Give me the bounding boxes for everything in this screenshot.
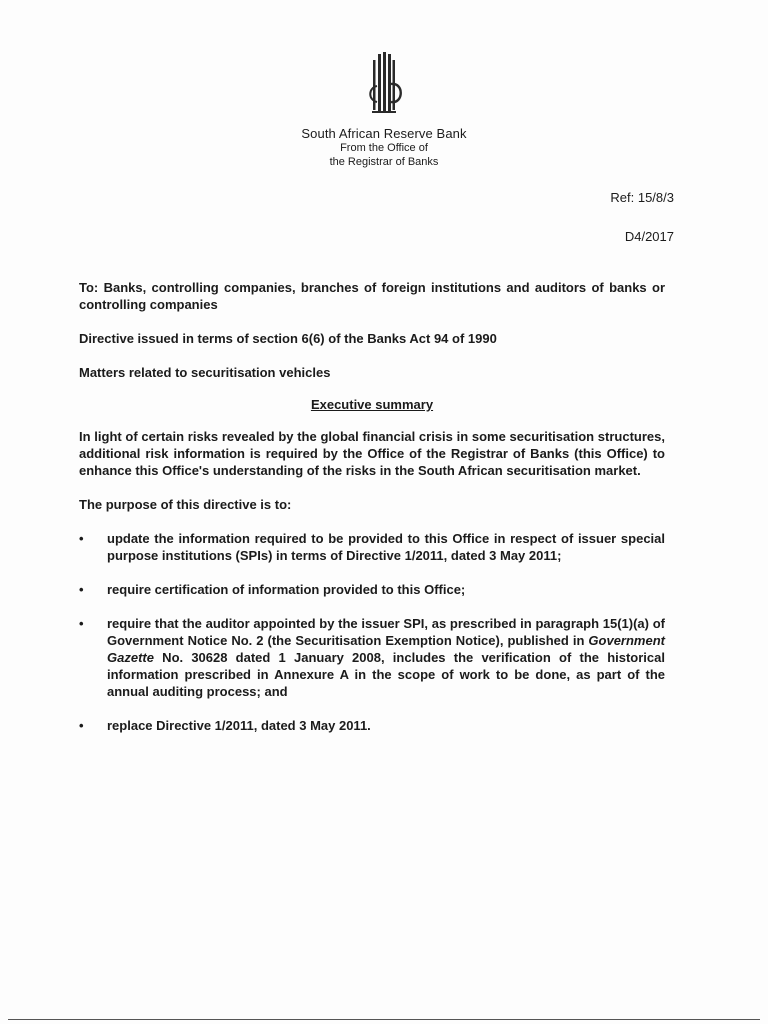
list-item-text: update the information required to be provided to this Office in respect of issuer special purpose institutions (SPIs) in terms of Directive 1/2011, dated 3 May 2011;: [107, 531, 665, 563]
list-item: [79, 717, 665, 734]
subject-line: Matters related to securitisation vehicles: [79, 365, 331, 380]
bank-name: South African Reserve Bank: [301, 126, 467, 141]
purpose-line: The purpose of this directive is to:: [79, 497, 292, 512]
letterhead: [250, 50, 518, 169]
executive-summary-heading: Executive summary: [310, 397, 434, 412]
list-item-text: require certification of information provided to this Office;: [107, 582, 466, 597]
list-item-text-before: require that the auditor appointed by the issuer SPI, as prescribed in paragraph 15(1)(a) of Government Notice No. 2 (the Securitisation Exemption Notice), published in: [107, 616, 665, 648]
reference-number: Ref: 15/8/3: [610, 190, 674, 205]
purpose-list: [79, 530, 665, 734]
intro-paragraph: In light of certain risks revealed by the global financial crisis in some securitisation structures, additional risk information is required by the Office of the Registrar of Banks (this Office) to enhance this Office's understanding of the risks in the South African securitisation market.: [79, 429, 665, 478]
list-item-text: replace Directive 1/2011, dated 3 May 2011.: [107, 718, 371, 733]
page-bottom-rule: [8, 1019, 760, 1020]
list-item: [79, 581, 665, 598]
directive-title: Directive issued in terms of section 6(6) of the Banks Act 94 of 1990: [79, 331, 497, 346]
list-item: [79, 530, 665, 564]
directive-number: D4/2017: [624, 229, 674, 244]
list-item: [79, 615, 665, 700]
bullet-icon: •: [79, 718, 84, 733]
sarb-logo-icon: [354, 50, 414, 120]
list-item-text: [107, 616, 665, 699]
bullet-icon: •: [79, 531, 84, 546]
document-body: [79, 279, 665, 751]
gazette-title: Government Gazette: [107, 633, 665, 665]
office-line-1: From the Office of: [340, 142, 428, 154]
bullet-icon: •: [79, 616, 84, 631]
addressee-line: To: Banks, controlling companies, branches of foreign institutions and auditors of banks or controlling companies: [79, 280, 665, 312]
office-line-2: the Registrar of Banks: [329, 156, 439, 168]
bullet-icon: •: [79, 582, 84, 597]
list-item-text-after: No. 30628 dated 1 January 2008, includes the verification of the historical information prescribed in Annexure A in the scope of work to be done, as part of the annual auditing process; and: [107, 650, 665, 699]
